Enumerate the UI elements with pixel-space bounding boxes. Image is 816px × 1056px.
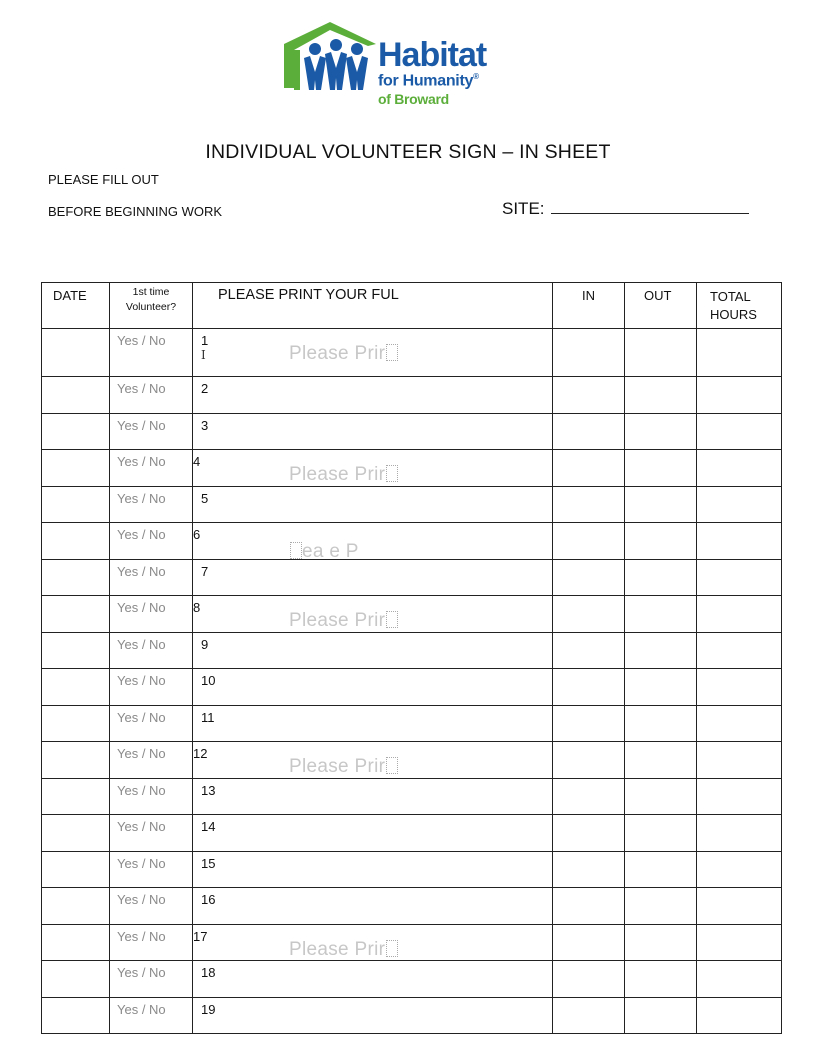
date-cell[interactable] xyxy=(42,377,110,414)
date-cell[interactable] xyxy=(42,742,110,779)
time-in-cell[interactable] xyxy=(553,377,625,414)
time-in-cell[interactable] xyxy=(553,815,625,852)
total-hours-cell[interactable] xyxy=(697,413,782,450)
first-time-cell[interactable]: Yes / No xyxy=(110,815,193,852)
sign-in-table xyxy=(41,282,782,1034)
logo-broward-text: of Broward xyxy=(378,91,449,108)
time-out-cell[interactable] xyxy=(625,596,697,633)
logo-for-humanity-text: for Humanity® xyxy=(378,72,479,90)
total-hours-cell[interactable] xyxy=(697,632,782,669)
time-out-cell[interactable] xyxy=(625,632,697,669)
total-hours-cell[interactable] xyxy=(697,523,782,560)
total-hours-cell[interactable] xyxy=(697,486,782,523)
name-cell[interactable] xyxy=(193,851,553,888)
total-hours-cell[interactable] xyxy=(697,997,782,1034)
table-row xyxy=(42,486,782,523)
site-label: SITE: xyxy=(502,199,545,218)
first-time-cell[interactable]: Yes / No xyxy=(110,486,193,523)
row-number: 11 xyxy=(201,709,215,725)
time-in-cell[interactable] xyxy=(553,596,625,633)
row-number: 7 xyxy=(201,563,209,579)
name-placeholder: Please Prir xyxy=(289,343,398,365)
placeholder-overflow-icon xyxy=(290,542,302,559)
date-cell[interactable] xyxy=(42,851,110,888)
name-cell[interactable] xyxy=(193,815,553,852)
first-time-cell[interactable]: Yes / No xyxy=(110,596,193,633)
time-out-cell[interactable] xyxy=(625,450,697,487)
total-hours-cell[interactable] xyxy=(697,705,782,742)
first-time-cell[interactable]: Yes / No xyxy=(110,377,193,414)
house-people-icon xyxy=(284,22,380,114)
time-in-cell[interactable] xyxy=(553,450,625,487)
time-in-cell[interactable] xyxy=(553,413,625,450)
time-in-cell[interactable] xyxy=(553,742,625,779)
time-in-cell[interactable] xyxy=(553,329,625,377)
row-number: 9 xyxy=(201,636,209,652)
name-cell[interactable] xyxy=(193,413,553,450)
time-out-cell[interactable] xyxy=(625,559,697,596)
table-header-row xyxy=(42,283,782,329)
row-number: 10 xyxy=(201,673,216,688)
total-hours-cell[interactable] xyxy=(697,329,782,377)
first-time-cell[interactable]: Yes / No xyxy=(110,851,193,888)
table-row xyxy=(42,632,782,669)
total-hours-cell[interactable] xyxy=(697,961,782,998)
time-out-cell[interactable] xyxy=(625,742,697,779)
table-row xyxy=(42,961,782,998)
time-in-cell[interactable] xyxy=(553,669,625,706)
row-number: 19 xyxy=(201,1001,216,1017)
name-cell[interactable] xyxy=(193,632,553,669)
row-number: 8 xyxy=(193,600,201,615)
total-hours-cell[interactable] xyxy=(697,450,782,487)
first-time-cell[interactable]: Yes / No xyxy=(110,669,193,706)
time-out-cell[interactable] xyxy=(625,486,697,523)
first-time-cell[interactable]: Yes / No xyxy=(110,705,193,742)
date-cell[interactable] xyxy=(42,413,110,450)
time-out-cell[interactable] xyxy=(625,815,697,852)
time-out-cell[interactable] xyxy=(625,961,697,998)
table-row xyxy=(42,523,782,560)
placeholder-overflow-icon xyxy=(386,344,398,361)
name-placeholder: Please Prir xyxy=(289,939,398,961)
first-time-cell[interactable]: Yes / No xyxy=(110,924,193,961)
text-cursor-icon: I xyxy=(201,348,206,362)
total-hours-cell[interactable] xyxy=(697,851,782,888)
placeholder-overflow-icon xyxy=(386,757,398,774)
habitat-logo xyxy=(284,22,514,114)
row-number: 16 xyxy=(201,892,216,907)
instruction-line-1: PLEASE FILL OUT xyxy=(48,172,159,187)
table-row xyxy=(42,669,782,706)
table-row xyxy=(42,742,782,779)
name-cell[interactable] xyxy=(193,742,553,779)
time-in-cell[interactable] xyxy=(553,486,625,523)
name-placeholder: Please Prir xyxy=(289,464,398,486)
first-time-cell[interactable]: Yes / No xyxy=(110,632,193,669)
table-row xyxy=(42,413,782,450)
row-number: 3 xyxy=(201,417,209,433)
row-number: 5 xyxy=(201,490,209,506)
header-total-hours: TOTAL HOURS xyxy=(697,283,782,329)
name-cell[interactable] xyxy=(193,705,553,742)
name-placeholder: ea e P xyxy=(289,541,359,563)
date-cell[interactable] xyxy=(42,961,110,998)
time-out-cell[interactable] xyxy=(625,851,697,888)
time-in-cell[interactable] xyxy=(553,778,625,815)
time-in-cell[interactable] xyxy=(553,632,625,669)
total-hours-cell[interactable] xyxy=(697,377,782,414)
table-row xyxy=(42,450,782,487)
first-time-cell[interactable]: Yes / No xyxy=(110,329,193,377)
time-in-cell[interactable] xyxy=(553,851,625,888)
name-cell[interactable] xyxy=(193,961,553,998)
time-out-cell[interactable] xyxy=(625,888,697,925)
row-number: 14 xyxy=(201,819,216,834)
time-out-cell[interactable] xyxy=(625,924,697,961)
row-number: 12 xyxy=(193,746,208,761)
table-row xyxy=(42,705,782,742)
name-cell[interactable] xyxy=(193,924,553,961)
first-time-cell[interactable]: Yes / No xyxy=(110,523,193,560)
table-row xyxy=(42,329,782,377)
time-in-cell[interactable] xyxy=(553,961,625,998)
time-in-cell[interactable] xyxy=(553,924,625,961)
time-out-cell[interactable] xyxy=(625,997,697,1034)
name-cell[interactable] xyxy=(193,523,553,560)
date-cell[interactable] xyxy=(42,888,110,925)
date-cell[interactable] xyxy=(42,329,110,377)
first-time-cell[interactable]: Yes / No xyxy=(110,742,193,779)
table-row xyxy=(42,924,782,961)
date-cell[interactable] xyxy=(42,705,110,742)
date-cell[interactable] xyxy=(42,559,110,596)
row-number: 6 xyxy=(193,527,201,542)
instruction-line-2: BEFORE BEGINNING WORK xyxy=(48,204,223,219)
time-in-cell[interactable] xyxy=(553,523,625,560)
name-cell[interactable] xyxy=(193,888,553,925)
name-placeholder: Please Prir xyxy=(289,610,398,632)
date-cell[interactable] xyxy=(42,669,110,706)
header-first-time: 1st time Volunteer? xyxy=(110,283,193,329)
time-in-cell[interactable] xyxy=(553,705,625,742)
name-cell[interactable] xyxy=(193,486,553,523)
date-cell[interactable] xyxy=(42,486,110,523)
table-row xyxy=(42,377,782,414)
name-cell[interactable] xyxy=(193,329,553,377)
table-row xyxy=(42,596,782,633)
date-cell[interactable] xyxy=(42,778,110,815)
time-out-cell[interactable] xyxy=(625,705,697,742)
site-blank-line[interactable] xyxy=(551,199,749,214)
time-out-cell[interactable] xyxy=(625,523,697,560)
row-number: 1 xyxy=(201,333,209,348)
total-hours-cell[interactable] xyxy=(697,778,782,815)
total-hours-cell[interactable] xyxy=(697,924,782,961)
name-cell[interactable] xyxy=(193,450,553,487)
time-in-cell[interactable] xyxy=(553,559,625,596)
row-number: 17 xyxy=(193,928,208,944)
date-cell[interactable] xyxy=(42,815,110,852)
placeholder-overflow-icon xyxy=(386,465,398,482)
time-out-cell[interactable] xyxy=(625,778,697,815)
total-hours-cell[interactable] xyxy=(697,888,782,925)
name-cell[interactable] xyxy=(193,596,553,633)
name-cell[interactable] xyxy=(193,997,553,1034)
page-title: INDIVIDUAL VOLUNTEER SIGN – IN SHEET xyxy=(205,141,611,163)
first-time-cell[interactable]: Yes / No xyxy=(110,559,193,596)
table-row xyxy=(42,815,782,852)
table-row xyxy=(42,778,782,815)
total-hours-cell[interactable] xyxy=(697,742,782,779)
name-cell[interactable] xyxy=(193,778,553,815)
date-cell[interactable] xyxy=(42,924,110,961)
time-out-cell[interactable] xyxy=(625,669,697,706)
first-time-cell[interactable]: Yes / No xyxy=(110,778,193,815)
total-hours-cell[interactable] xyxy=(697,559,782,596)
placeholder-overflow-icon xyxy=(386,940,398,957)
name-placeholder: Please Prir xyxy=(289,756,398,778)
first-time-cell[interactable]: Yes / No xyxy=(110,961,193,998)
total-hours-cell[interactable] xyxy=(697,815,782,852)
time-in-cell[interactable] xyxy=(553,997,625,1034)
date-cell[interactable] xyxy=(42,523,110,560)
date-cell[interactable] xyxy=(42,450,110,487)
header-in: IN xyxy=(553,283,625,329)
total-hours-cell[interactable] xyxy=(697,596,782,633)
first-time-cell[interactable]: Yes / No xyxy=(110,450,193,487)
time-out-cell[interactable] xyxy=(625,329,697,377)
header-out: OUT xyxy=(625,283,697,329)
time-out-cell[interactable] xyxy=(625,413,697,450)
time-in-cell[interactable] xyxy=(553,888,625,925)
header-name: PLEASE PRINT YOUR FUL xyxy=(193,283,553,329)
date-cell[interactable] xyxy=(42,632,110,669)
date-cell[interactable] xyxy=(42,596,110,633)
name-cell[interactable] xyxy=(193,377,553,414)
row-number: 13 xyxy=(201,782,216,798)
placeholder-overflow-icon xyxy=(386,611,398,628)
table-row xyxy=(42,997,782,1034)
total-hours-cell[interactable] xyxy=(697,669,782,706)
site-field[interactable] xyxy=(502,199,749,219)
header-date: DATE xyxy=(42,283,110,329)
date-cell[interactable] xyxy=(42,997,110,1034)
row-number: 2 xyxy=(201,381,209,396)
time-out-cell[interactable] xyxy=(625,377,697,414)
row-number: 15 xyxy=(201,855,216,871)
first-time-cell[interactable]: Yes / No xyxy=(110,413,193,450)
row-number: 4 xyxy=(193,454,201,469)
table-row xyxy=(42,851,782,888)
row-number: 18 xyxy=(201,965,216,980)
table-row xyxy=(42,559,782,596)
logo-habitat-text: Habitat xyxy=(378,36,487,74)
first-time-cell[interactable]: Yes / No xyxy=(110,997,193,1034)
table-row xyxy=(42,888,782,925)
name-cell[interactable] xyxy=(193,669,553,706)
first-time-cell[interactable]: Yes / No xyxy=(110,888,193,925)
name-cell[interactable] xyxy=(193,559,553,596)
